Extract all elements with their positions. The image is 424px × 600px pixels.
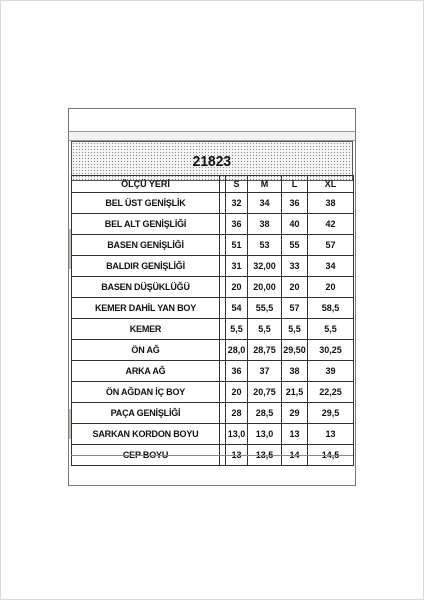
size-m-value: 28,75 bbox=[248, 340, 282, 361]
size-l-value: 20 bbox=[282, 277, 308, 298]
size-m-value: 20,00 bbox=[248, 277, 282, 298]
size-chart-sheet bbox=[68, 108, 356, 486]
size-m-value: 20,75 bbox=[248, 382, 282, 403]
table-row bbox=[72, 361, 354, 382]
size-l-value: 33 bbox=[282, 256, 308, 277]
size-xl-value: 29,5 bbox=[308, 403, 354, 424]
table-row bbox=[72, 256, 354, 277]
size-xl-value: 22,25 bbox=[308, 382, 354, 403]
table-header-row bbox=[72, 176, 354, 193]
size-l-value: 40 bbox=[282, 214, 308, 235]
row-label: ARKA AĞ bbox=[72, 361, 220, 382]
column-header: M bbox=[248, 176, 282, 193]
size-l-value: 29,50 bbox=[282, 340, 308, 361]
size-xl-value: 34 bbox=[308, 256, 354, 277]
size-l-value: 38 bbox=[282, 361, 308, 382]
sheet-footer bbox=[71, 455, 353, 484]
column-letter-strip bbox=[69, 131, 355, 141]
row-label: SARKAN KORDON BOYU bbox=[72, 424, 220, 445]
table-row bbox=[72, 319, 354, 340]
size-s-value: 20 bbox=[226, 382, 248, 403]
size-xl-value: 42 bbox=[308, 214, 354, 235]
table-row bbox=[72, 214, 354, 235]
row-label: ÖN AĞ bbox=[72, 340, 220, 361]
size-m-value: 37 bbox=[248, 361, 282, 382]
size-m-value: 28,5 bbox=[248, 403, 282, 424]
size-xl-value: 39 bbox=[308, 361, 354, 382]
row-label: KEMER DAHİL YAN BOY bbox=[72, 298, 220, 319]
size-m-value: 38 bbox=[248, 214, 282, 235]
table-row bbox=[72, 424, 354, 445]
size-s-value: 13 bbox=[226, 445, 248, 466]
size-l-value: 21,5 bbox=[282, 382, 308, 403]
row-label: BASEN DÜŞÜKLÜĞÜ bbox=[72, 277, 220, 298]
size-s-value: 28,0 bbox=[226, 340, 248, 361]
row-label: BALDIR GENİŞLİĞİ bbox=[72, 256, 220, 277]
size-l-value: 13 bbox=[282, 424, 308, 445]
size-table bbox=[71, 175, 354, 466]
row-label: CEP BOYU bbox=[72, 445, 220, 466]
size-xl-value: 58,5 bbox=[308, 298, 354, 319]
column-header: L bbox=[282, 176, 308, 193]
column-header: S bbox=[226, 176, 248, 193]
column-header: XL bbox=[308, 176, 354, 193]
size-xl-value: 13 bbox=[308, 424, 354, 445]
size-xl-value: 57 bbox=[308, 235, 354, 256]
size-m-value: 32,00 bbox=[248, 256, 282, 277]
table-row bbox=[72, 193, 354, 214]
size-m-value: 53 bbox=[248, 235, 282, 256]
row-label: BEL ÜST GENİŞLİK bbox=[72, 193, 220, 214]
size-s-value: 51 bbox=[226, 235, 248, 256]
size-xl-value: 14,5 bbox=[308, 445, 354, 466]
size-l-value: 29 bbox=[282, 403, 308, 424]
row-label: ÖN AĞDAN İÇ BOY bbox=[72, 382, 220, 403]
size-m-value: 13,0 bbox=[248, 424, 282, 445]
size-m-value: 55,5 bbox=[248, 298, 282, 319]
size-s-value: 31 bbox=[226, 256, 248, 277]
size-l-value: 5,5 bbox=[282, 319, 308, 340]
column-header: ÖLÇÜ YERİ bbox=[72, 176, 220, 193]
size-s-value: 28 bbox=[226, 403, 248, 424]
size-l-value: 36 bbox=[282, 193, 308, 214]
size-m-value: 13,5 bbox=[248, 445, 282, 466]
size-l-value: 55 bbox=[282, 235, 308, 256]
size-xl-value: 5,5 bbox=[308, 319, 354, 340]
row-label: BASEN GENİŞLİĞİ bbox=[72, 235, 220, 256]
table-row bbox=[72, 403, 354, 424]
row-label: KEMER bbox=[72, 319, 220, 340]
size-s-value: 5,5 bbox=[226, 319, 248, 340]
size-s-value: 36 bbox=[226, 361, 248, 382]
size-m-value: 34 bbox=[248, 193, 282, 214]
table-row bbox=[72, 382, 354, 403]
size-s-value: 20 bbox=[226, 277, 248, 298]
size-m-value: 5,5 bbox=[248, 319, 282, 340]
size-s-value: 54 bbox=[226, 298, 248, 319]
row-label: PAÇA GENİŞLİĞİ bbox=[72, 403, 220, 424]
size-s-value: 36 bbox=[226, 214, 248, 235]
product-code: 21823 bbox=[192, 152, 232, 170]
row-label: BEL ALT GENİŞLİĞİ bbox=[72, 214, 220, 235]
size-s-value: 13,0 bbox=[226, 424, 248, 445]
table-row bbox=[72, 235, 354, 256]
size-xl-value: 30,25 bbox=[308, 340, 354, 361]
size-xl-value: 20 bbox=[308, 277, 354, 298]
size-xl-value: 38 bbox=[308, 193, 354, 214]
table-row bbox=[72, 340, 354, 361]
size-s-value: 32 bbox=[226, 193, 248, 214]
size-l-value: 14 bbox=[282, 445, 308, 466]
size-l-value: 57 bbox=[282, 298, 308, 319]
table-row bbox=[72, 298, 354, 319]
table-row bbox=[72, 277, 354, 298]
